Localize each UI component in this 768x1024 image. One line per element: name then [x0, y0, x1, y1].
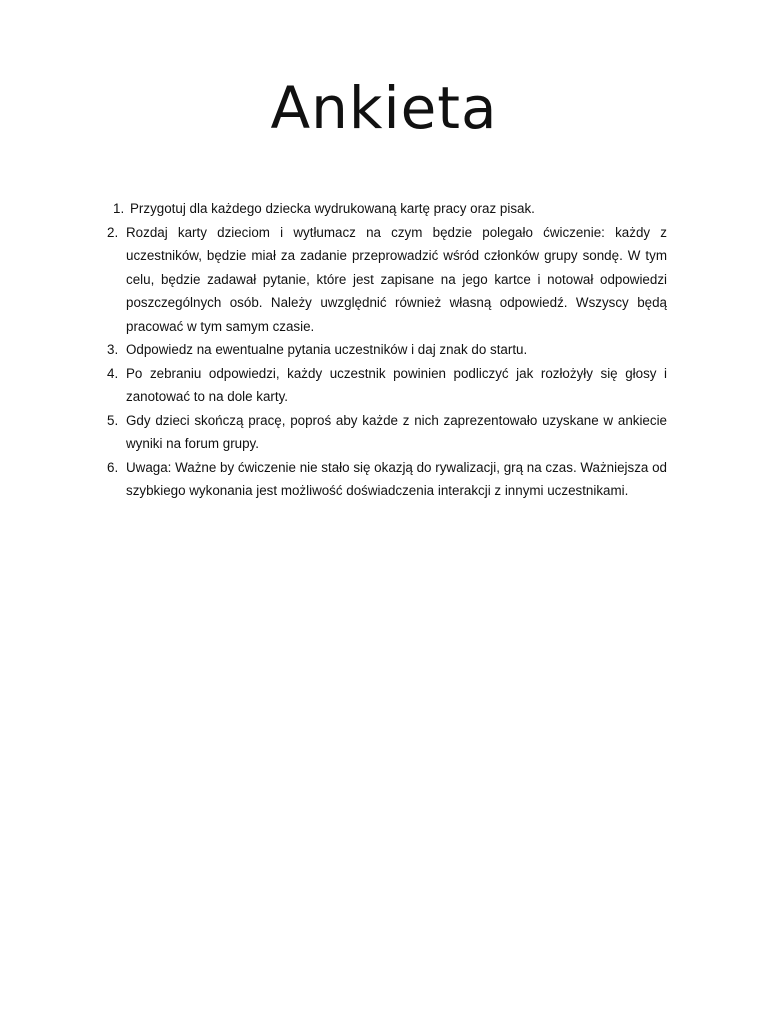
list-item	[107, 362, 667, 409]
list-item	[107, 338, 667, 362]
list-item	[107, 197, 667, 221]
list-item-number: 5.	[107, 412, 119, 428]
page-title: Ankieta	[270, 74, 498, 142]
list-item-number: 3.	[107, 342, 119, 357]
list-item-text: Po zebraniu odpowiedzi, każdy uczestnik powinien podliczyć jak rozłożyły się głosy i zanotować to na dole karty.	[126, 365, 667, 404]
list-item-text: Rozdaj karty dzieciom i wytłumacz na czym będzie polegało ćwiczenie: każdy z uczestników, będzie miał za zadanie przeprowadzić wśród członków grupy sondę. W tym celu, będzie zadawał pytanie, które jest zapisane na jego kartce i notował odpowiedzi poszczególnych osób. Należy uwzględnić również własną odpowiedź. Wszyscy będą pracować w tym samym czasie.	[126, 224, 667, 334]
list-item	[107, 221, 667, 339]
list-item-text: Odpowiedz na ewentualne pytania uczestników i daj znak do startu.	[126, 342, 528, 357]
list-item	[107, 409, 667, 456]
list-item-number: 6.	[107, 459, 119, 475]
list-item-text: Gdy dzieci skończą pracę, poproś aby każde z nich zaprezentowało uzyskane w ankiecie wyniki na forum grupy.	[126, 412, 667, 451]
list-item-text: Uwaga: Ważne by ćwiczenie nie stało się okazją do rywalizacji, grą na czas. Ważniejsza od szybkiego wykonania jest możliwość doświadczenia interakcji z innymi uczestnikami.	[126, 459, 667, 498]
instruction-list	[107, 197, 667, 503]
list-item-number: 4.	[107, 365, 119, 381]
list-item-number: 1.	[113, 201, 125, 216]
list-item	[107, 456, 667, 503]
list-item-number: 2.	[107, 224, 119, 240]
list-item-text: Przygotuj dla każdego dziecka wydrukowaną kartę pracy oraz pisak.	[130, 201, 535, 216]
